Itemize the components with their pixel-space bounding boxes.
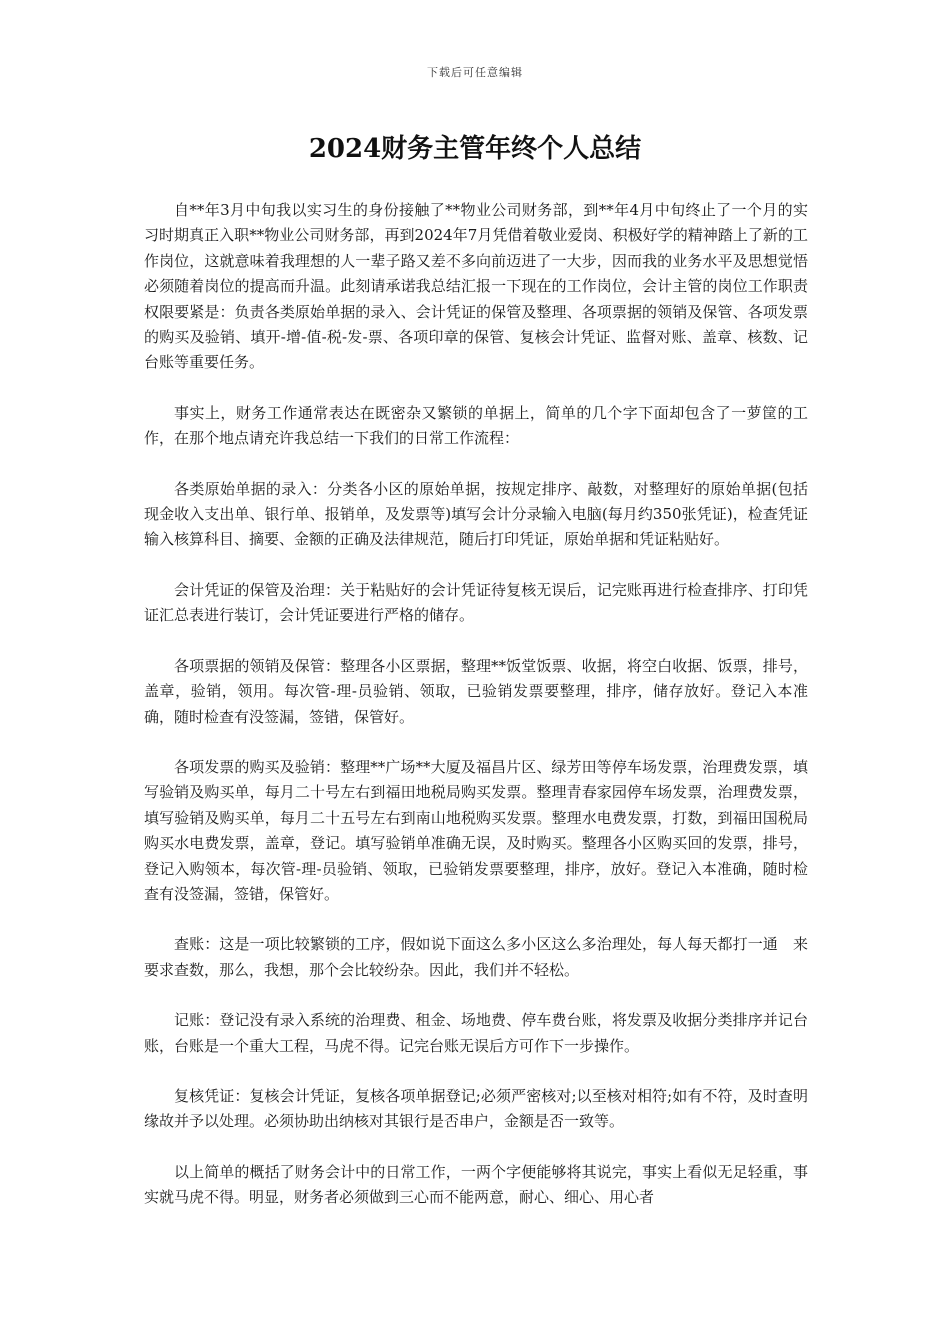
paragraph-workflow-intro: 事实上，财务工作通常表达在既密杂又繁锁的单据上，简单的几个字下面却包含了一萝筐的工作，在那个地点请充许我总结一下我们的日常工作流程： bbox=[144, 403, 808, 448]
paragraph-summary: 以上简单的概括了财务会计中的日常工作，一两个字便能够将其说完，事实上看似无足轻重，事实就马虎不得。明显，财务者必须做到三心而不能两意，耐心、细心、用心者 bbox=[144, 1162, 808, 1207]
paragraph-voucher-review: 复核凭证：复核会计凭证，复核各项单据登记;必须严密核对;以至核对相符;如有不符，及时查明缘故并予以处理。必须协助出纳核对其银行是否串户，金额是否一致等。 bbox=[144, 1086, 808, 1131]
paragraph-ticket-management: 各项票据的领销及保管：整理各小区票据，整理**饭堂饭票、收据，将空白收据、饭票，排号，盖章，验销，领用。每次管-理-员验销、领取，已验销发票要整理，排序，储存放好。登记入本准确，随时检查有没签漏，签错，保管好。 bbox=[144, 656, 808, 726]
paragraph-voucher-keeping: 会计凭证的保管及治理：关于粘贴好的会计凭证待复核无误后，记完账再进行检查排序、打印凭证汇总表进行装订，会计凭证要进行严格的储存。 bbox=[144, 580, 808, 625]
header-note: 下载后可任意编辑 bbox=[427, 66, 523, 79]
paragraph-account-check: 查账：这是一项比较繁锁的工序，假如说下面这么多小区这么多治理处，每人每天都打一通 来要求查数，那么，我想，那个会比较纷杂。因此，我们并不轻松。 bbox=[144, 935, 808, 979]
paragraph-intro: 自**年3月中旬我以实习生的身份接触了**物业公司财务部，到**年4月中旬终止了一个月的实习时期真正入职**物业公司财务部，再到2024年7月凭借着敬业爱岗、积极好学的精神踏上了新的工作岗位，这就意味着我理想的人一辈子路又差不多向前迈进了一大步，因而我的业务水平及思想觉悟必须随着岗位的提高而升温。此刻请承诺我总结汇报一下现在的工作岗位，会计主管的岗位工作职责权限要紧是：负责各类原始单据的录入、会计凭证的保管及整理、各项票据的领销及保管、各项发票的购买及验销、填开-增-值-税-发-票、各项印章的保管、复核会计凭证、监督对账、盖章、核数、记台账等重要任务。 bbox=[144, 201, 808, 372]
paragraph-invoice-purchase: 各项发票的购买及验销：整理**广场**大厦及福昌片区、绿芳田等停车场发票，治理费发票，填写验销及购买单，每月二十号左右到福田地税局购买发票。整理青春家园停车场发票，治理费发票，填写验销及购买单，每月二十五号左右到南山地税购买发票。整理水电费发票，打数，到福田国税局购买水电费发票，盖章，登记。填写验销单准确无误，及时购买。整理各小区购买回的发票，排号，登记入购领本，每次管-理-员验销、领取，已验销发票要整理，排序，放好。登记入本准确，随时检查有没签漏，签错，保管好。 bbox=[144, 757, 808, 903]
document-body bbox=[144, 198, 808, 1236]
paragraph-bookkeeping: 记账：登记没有录入系统的治理费、租金、场地费、停车费台账，将发票及收据分类排序并记台账，台账是一个重大工程，马虎不得。记完台账无误后方可作下一步操作。 bbox=[144, 1011, 808, 1055]
page-title: 2024财务主管年终个人总结 bbox=[308, 134, 642, 164]
paragraph-document-entry: 各类原始单据的录入：分类各小区的原始单据，按规定排序、敲数，对整理好的原始单据(包括现金收入支出单、银行单、报销单，及发票等)填写会计分录输入电脑(每月约350张凭证)，检查凭证输入核算科目、摘要、金额的正确及法律规范，随后打印凭证，原始单据和凭证粘贴好。 bbox=[144, 479, 808, 549]
